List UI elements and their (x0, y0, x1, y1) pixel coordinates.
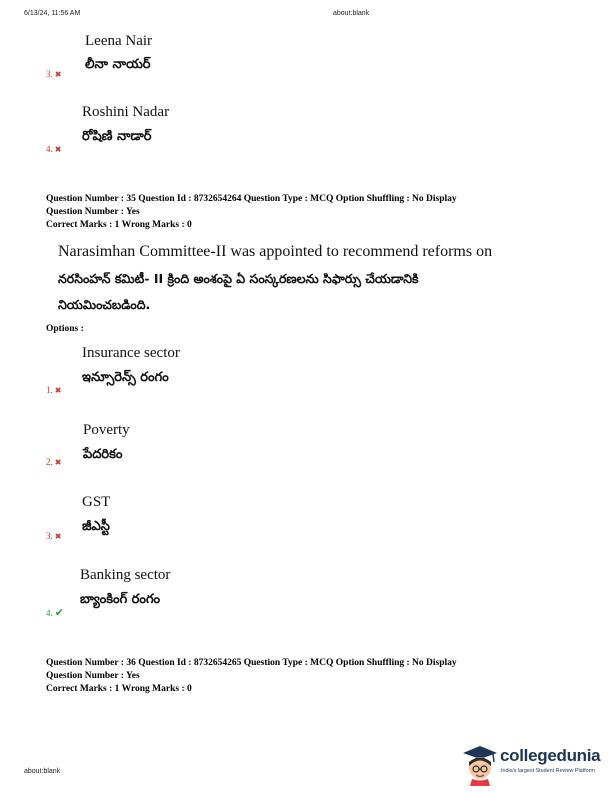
option-text-en: Insurance sector (82, 345, 180, 361)
option-text-te: పేదరికం (83, 447, 123, 462)
option-text-en: Banking sector (80, 567, 171, 583)
collegedunia-logo (460, 742, 610, 786)
print-datetime: 6/13/24, 11:56 AM (24, 10, 81, 17)
option-text-en: Leena Nair (85, 33, 153, 49)
cross-icon: ✖ (54, 531, 62, 541)
print-url: about:blank (333, 10, 370, 17)
question-meta: Question Number : 36 Question Id : 8732654265 Question Type : MCQ Option Shuffling : No Display Question Number : Yes Correct Marks : 1 Wrong Marks : 0 (46, 658, 457, 694)
option-text-te: బ్యాంకింగ్ రంగం (80, 592, 161, 607)
option-number: 4. ✖ (46, 144, 62, 154)
option-text-te: రోషిణి నాడార్ (82, 129, 152, 144)
cross-icon: ✖ (54, 144, 62, 154)
option-text-en: Poverty (83, 422, 130, 438)
graduate-mascot-icon (460, 742, 500, 786)
option-text-en: GST (82, 494, 111, 510)
option-text-te: జీఎస్టీ (82, 519, 110, 534)
print-footer-url: about:blank (24, 768, 61, 775)
options-label: Options : (46, 324, 84, 334)
option-number: 4. ✔ (46, 606, 64, 619)
option-number: 2. ✖ (46, 457, 62, 467)
question-text-te-line1: నరసింహన్ కమిటీ- II క్రింది అంశంపై ఏ సంస్కరణలను సిఫార్సు చేయడానికి (58, 271, 419, 286)
option-number: 3. ✖ (46, 69, 62, 79)
logo-tagline: India's largest Student Review Platform (501, 768, 595, 774)
question-meta: Question Number : 35 Question Id : 8732654264 Question Type : MCQ Option Shuffling : No Display Question Number : Yes Correct Marks : 1 Wrong Marks : 0 (46, 194, 457, 230)
option-text-en: Roshini Nadar (82, 104, 170, 120)
option-text-te: లీనా నాయర్ (85, 57, 151, 72)
option-text-te: ఇన్సూరెన్స్ రంగం (82, 370, 169, 385)
question-text-te-line2: నియమించబడింది. (58, 297, 151, 312)
logo-name: collegedunia (500, 746, 601, 765)
option-number: 1. ✖ (46, 385, 62, 395)
cross-icon: ✖ (54, 385, 62, 395)
cross-icon: ✖ (54, 69, 62, 79)
cross-icon: ✖ (54, 457, 62, 467)
option-number: 3. ✖ (46, 531, 62, 541)
check-icon: ✔ (54, 606, 64, 619)
question-text-en: Narasimhan Committee-II was appointed to recommend reforms on (58, 243, 493, 260)
